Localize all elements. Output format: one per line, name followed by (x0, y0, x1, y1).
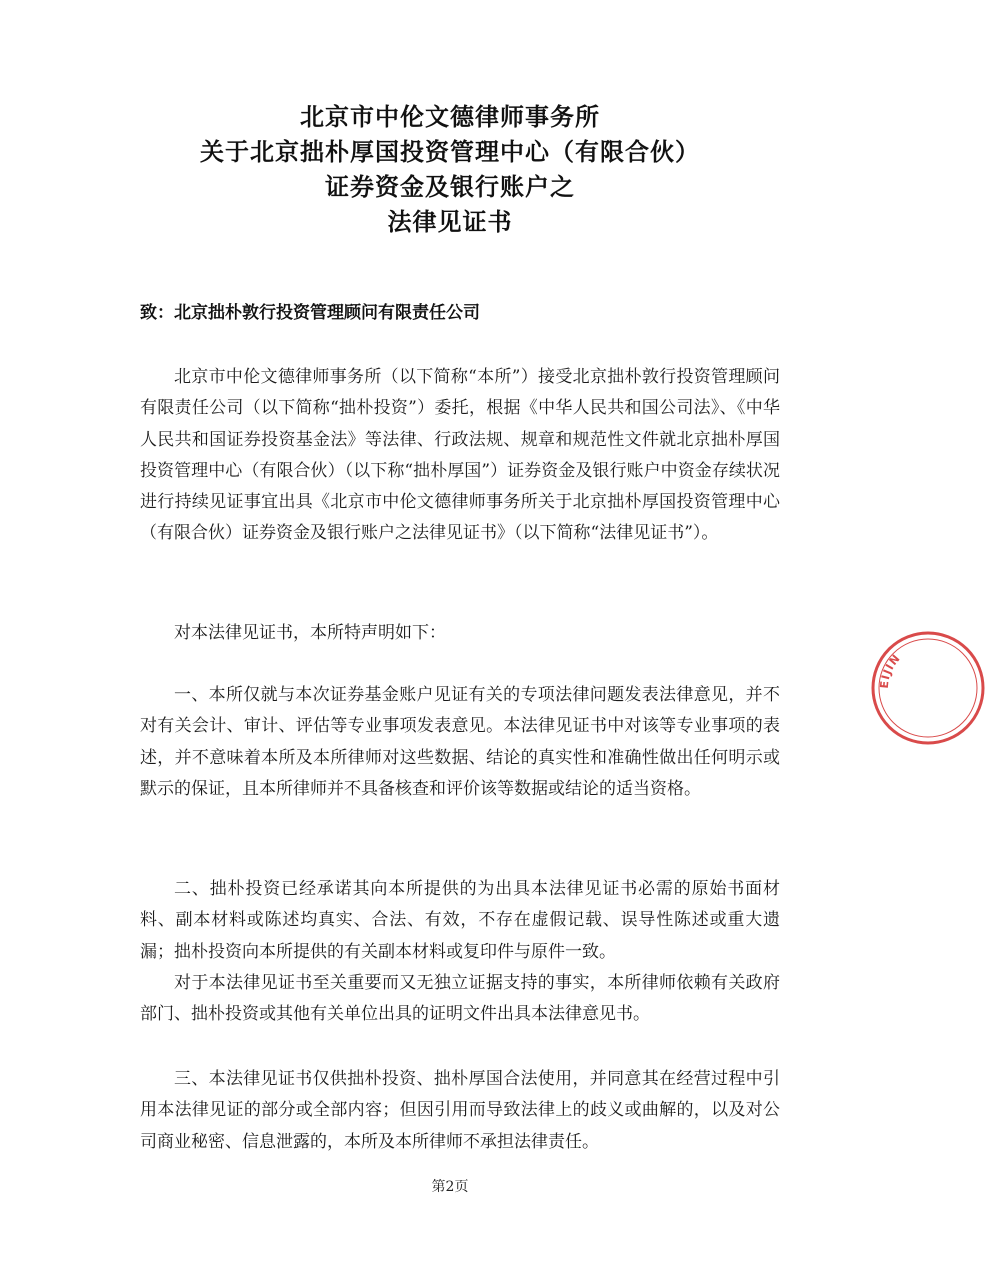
declaration-item-3: 三、本法律见证书仅供拙朴投资、拙朴厚国合法使用，并同意其在经营过程中引用本法律见证的部分或全部内容；但因引用而导致法律上的歧义或曲解的，以及对公司商业秘密、信息泄露的，本所及本所律师不承担法律责任。 (140, 1069, 780, 1152)
declaration-item-1: 一、本所仅就与本次证券基金账户见证有关的专项法律问题发表法律意见，并不对有关会计、审计、评估等专业事项发表意见。本法律见证书中对该等专业事项的表述，并不意味着本所及本所律师对这些数据、结论的真实性和准确性做出任何明示或默示的保证，且本所律师并不具备核查和评价该等数据或结论的适当资格。 (140, 685, 780, 799)
page-number: 第2页 (431, 1179, 469, 1195)
intro-paragraph: 北京市中伦文德律师事务所（以下简称“本所”）接受北京拙朴敦行投资管理顾问有限责任公司（以下简称“拙朴投资”）委托，根据《中华人民共和国公司法》、《中华人民共和国证券投资基金法》等法律、行政法规、规章和规范性文件就北京拙朴厚国投资管理中心（有限合伙）（以下称“拙朴厚国”）证券资金及银行账户中资金存续状况进行持续见证事宜出具《北京市中伦文德律师事务所关于北京拙朴厚国投资管理中心（有限合伙）证券资金及银行账户之法律见证书》（以下简称“法律见证书”）。 (140, 367, 780, 544)
svg-text:BEIJIN: EIJIN (877, 651, 904, 689)
title-line-2: 关于北京拙朴厚国投资管理中心（有限合伙） (200, 138, 700, 166)
declaration-item-2-supplement: 对于本法律见证书至关重要而又无独立证据支持的事实，本所律师依赖有关政府部门、拙朴投资或其他有关单位出具的证明文件出具本法律意见书。 (140, 973, 780, 1025)
title-line-4: 法律见证书 (387, 208, 513, 236)
seal-stamp (868, 628, 904, 748)
document-title (0, 100, 900, 240)
title-line-1: 北京市中伦文德律师事务所 (300, 103, 600, 131)
title-line-3: 证券资金及银行账户之 (325, 173, 575, 201)
declaration-lead: 对本法律见证书，本所特声明如下： (174, 623, 446, 643)
addressee: 致：北京拙朴敦行投资管理顾问有限责任公司 (140, 303, 480, 323)
seal-stamp-graphic (868, 628, 988, 748)
declaration-item-2: 二、拙朴投资已经承诺其向本所提供的为出具本法律见证书必需的原始书面材料、副本材料或陈述均真实、合法、有效，不存在虚假记载、误导性陈述或重大遗漏；拙朴投资向本所提供的有关副本材料或复印件与原件一致。 (140, 879, 780, 962)
